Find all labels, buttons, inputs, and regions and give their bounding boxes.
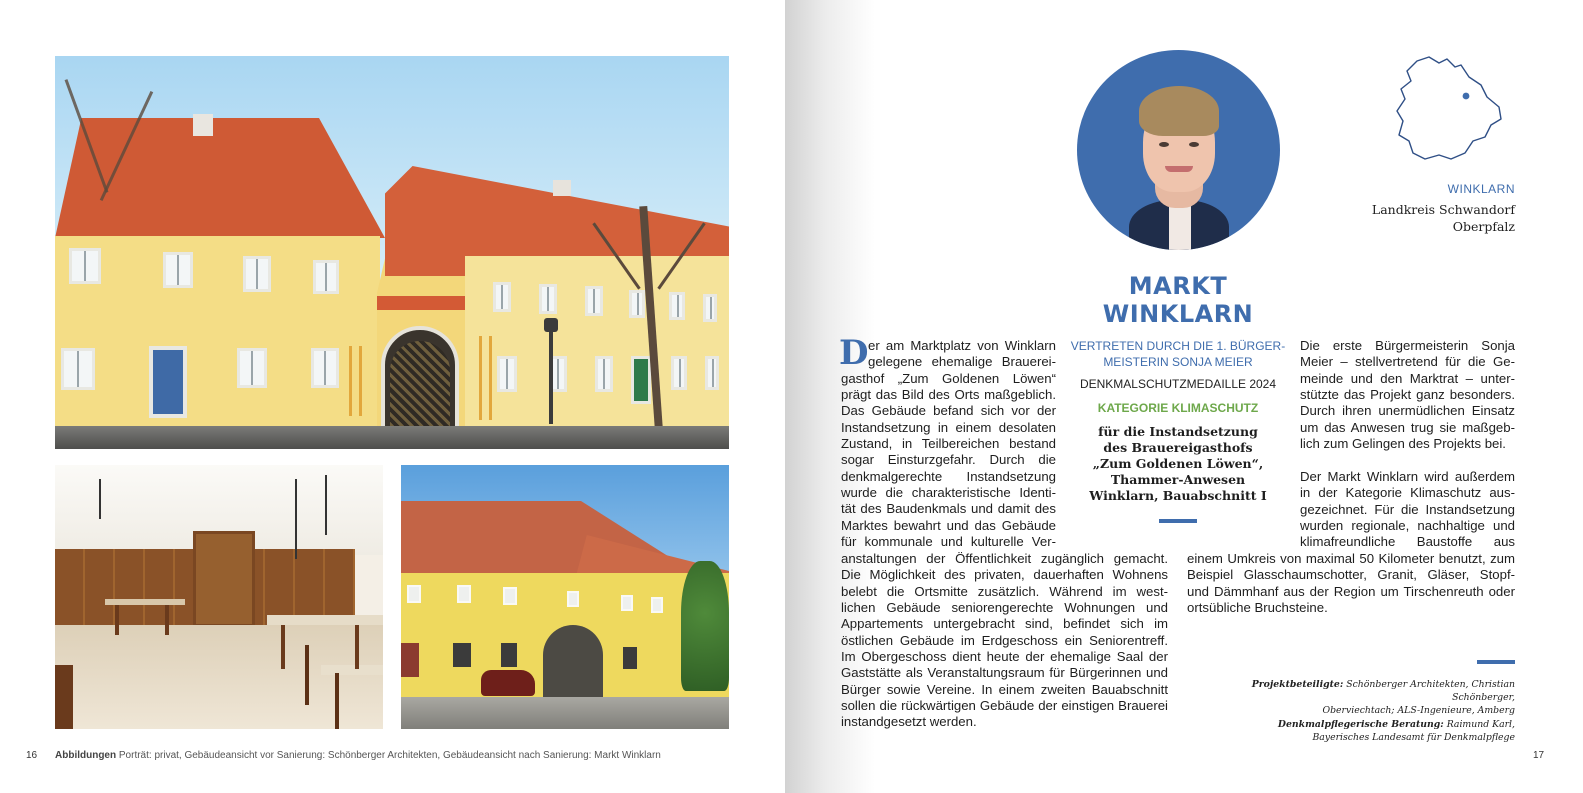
award-description: für die Instandsetzung des Brauereigasthofs „Zum Goldenen Löwen“, Thammer-Anwesen Winklarn, Bauabschnitt I [1089,424,1267,503]
body-column-3-paragraph-1: Die erste Bürgermeisterin Sonja Meier – stellvertretend für die Ge- meinde und den Marktrat – unter- stützte das Projekt ganz besonders. Durch ihren unermüdlichen Einsatz um das Anwesen trug sie maßgeb- lich zum Gelingen des Projekts bei. [1300,338,1515,452]
interior-hall-photo [55,465,383,729]
represented-by: VERTRETEN DURCH DIE 1. BÜRGER- MEISTERIN SONJA MEIER [1070,339,1286,369]
location-name: WINKLARN [1447,182,1515,196]
divider-bar [1159,519,1197,523]
right-page-number: 17 [1533,750,1545,761]
location-region: Oberpfalz [1452,219,1515,234]
building-exterior-after-photo [55,56,729,449]
body-column-1-wide: anstaltungen der Öffentlichkeit zugänglich gemacht. Die Möglichkeit des privaten, dauerhaften Wohnens belebt die Ortsmitte zusätzlich. Während im west- lichen Gebäude seniorengerechte Wohnungen und Appartements untergebracht sind, befindet sich im östlichen Gebäude im Erdgeschoss ein Seniorentreff. Im Obergeschoss dient heute der ehemalige Saal der Gaststätte als Veranstaltungsraum für Bürgerinnen und Bürger sowie Vereine. In einem zweiten Bauabschnitt sollen die rückwärtigen Gebäude der einstigen Brauerei instandgesetzt werden. [841,551,1168,730]
building-exterior-before-photo [401,465,729,729]
medal-title: DENKMALSCHUTZMEDAILLE 2024 [1079,377,1277,391]
body-column-1: er am Marktplatz von Winklarn gelegene ehemalige Brauerei- gasthof „Zum Goldenen Löwen“ prägt das Bild des Orts maßgeblich. Das Gebäude befand sich vor der Instandsetzung in einem desolaten Zustand, in Teilbereichen bestand sogar Einsturzgefahr. Durch die denkmalgerechte Instandsetzung wurde die charakteristische Identi- tät des Baudenkmals und damit des Marktes bewahrt und das Gebäude für kommunale und kulturelle Ver- [841,338,1056,550]
page-title-line2: WINKLARN [1102,300,1254,328]
image-credits-caption [55,750,661,761]
project-credits: Projektbeteiligte: Schönberger Architekten, Christian Schönberger, Oberviechtach; ALS-Ingenieure, Amberg Denkmalpflegerische Beratung: Raimund Karl, Bayerisches Landesamt für Denkmalpflege [1251,679,1515,743]
bavaria-outline-map-icon [1395,55,1505,165]
location-district: Landkreis Schwandorf [1371,202,1515,217]
category-label: KATEGORIE KLIMASCHUTZ [1097,401,1259,415]
divider-bar [1477,660,1515,664]
caption-text: Porträt: privat, Gebäudeansicht vor Sanierung: Schönberger Architekten, Gebäudeansicht nach Sanierung: Markt Winklarn [118,750,661,761]
body-column-3-paragraph-2: Der Markt Winklarn wird außerdem in der Kategorie Klimaschutz aus- gezeichnet. Für die Instandsetzung wurden regionale, nachhaltige und klimafreundliche Baustoffe aus [1300,469,1515,550]
body-column-3-wide: einem Umkreis von maximal 50 Kilometer benutzt, zum Beispiel Glasschaumschotter, Granit, Gläser, Stopf- und Dämmhanf aus der Region um Tirschenreuth oder ortsübliche Bruchsteine. [1187,551,1515,616]
caption-label: Abbildungen [55,750,117,761]
page-title-line1: MARKT [1128,272,1228,300]
drop-cap: D [839,333,869,373]
portrait-photo [1077,50,1280,250]
left-page-number: 16 [26,750,38,761]
